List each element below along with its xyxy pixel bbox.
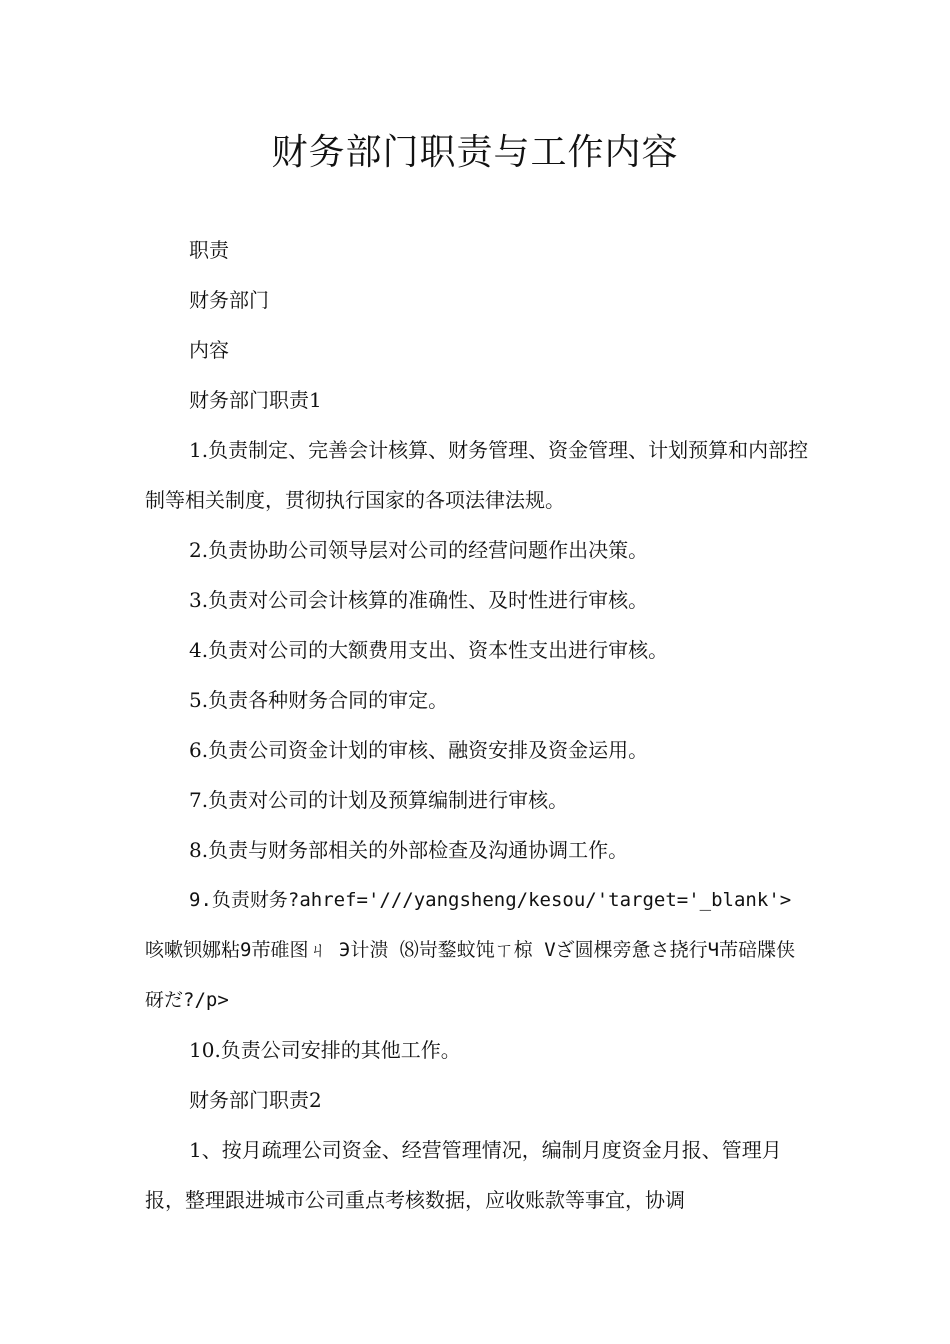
document-title: 财务部门职责与工作内容 <box>271 132 679 173</box>
paragraph-heading-duties: 职责 <box>189 238 229 262</box>
duty-item-8: 8.负责与财务部相关的外部检查及沟通协调工作。 <box>189 838 629 862</box>
duty-item-9: 9.负责财务?ahref='///yangsheng/kesou/'target='_blank'>咳嗽钡娜粘9芾碓图ㄐ Э计溃 ⑻岢鍪蚊饨ㄒ椋 Vざ圆棵旁惫さ挠行Ч芾碚牒侠砑だ?/p> <box>145 889 796 1011</box>
duty-item-4: 4.负责对公司的大额费用支出、资本性支出进行审核。 <box>189 638 669 662</box>
section-heading-duties-1: 财务部门职责1 <box>189 388 322 412</box>
duty-item-10: 10.负责公司安排的其他工作。 <box>189 1038 461 1062</box>
duty-item-2: 2.负责协助公司领导层对公司的经营问题作出决策。 <box>189 538 649 562</box>
duty-item-3: 3.负责对公司会计核算的准确性、及时性进行审核。 <box>189 588 649 612</box>
duty-item-1: 1.负责制定、完善会计核算、财务管理、资金管理、计划预算和内部控制等相关制度，贯彻执行国家的各项法律法规。 <box>145 438 809 512</box>
paragraph-heading-content: 内容 <box>189 338 229 362</box>
duty-item-6: 6.负责公司资金计划的审核、融资安排及资金运用。 <box>189 738 649 762</box>
duty-2-item-1: 1、按月疏理公司资金、经营管理情况，编制月度资金月报、管理月报，整理跟进城市公司重点考核数据，应收账款等事宜，协调 <box>145 1138 782 1212</box>
paragraph-heading-department: 财务部门 <box>189 288 269 312</box>
duty-item-7: 7.负责对公司的计划及预算编制进行审核。 <box>189 788 569 812</box>
duty-item-5: 5.负责各种财务合同的审定。 <box>189 688 449 712</box>
section-heading-duties-2: 财务部门职责2 <box>189 1088 322 1112</box>
